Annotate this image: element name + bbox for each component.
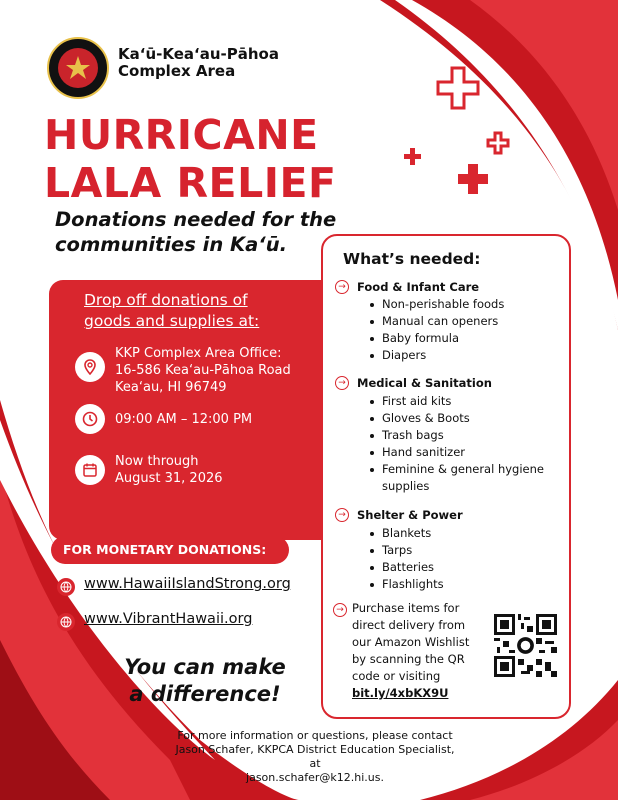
list-item: Gloves & Boots — [370, 410, 544, 427]
monetary-donations-label: FOR MONETARY DONATIONS: — [51, 536, 289, 564]
globe-icon — [57, 613, 75, 631]
list-item: Non-perishable foods — [370, 296, 504, 313]
dropoff-heading: Drop off donations of goods and supplies at: — [84, 291, 260, 330]
dropoff-hours: 09:00 AM – 12:00 PM — [115, 412, 253, 427]
footer-contact: For more information or questions, please contact Jason Schafer, KKPCA District Education Specialist, at jason.schafer@k12.hi.us. — [175, 729, 455, 784]
arrow-right-icon: → — [335, 280, 349, 294]
complex-area-seal-icon — [47, 37, 109, 99]
amazon-wishlist-link[interactable]: bit.ly/4xbKX9U — [352, 686, 449, 700]
list-item: First aid kits — [370, 393, 544, 410]
whats-needed-title: What’s needed: — [343, 250, 481, 268]
list-item: Hand sanitizer — [370, 444, 544, 461]
list-item: Batteries — [370, 559, 444, 576]
dropoff-dates: Now through August 31, 2026 — [115, 454, 223, 486]
page-title: HURRICANE LALA RELIEF — [44, 111, 337, 207]
vibrant-hawaii-link[interactable]: www.VibrantHawaii.org — [84, 611, 253, 627]
calendar-icon — [75, 455, 105, 485]
list-item: Blankets — [370, 525, 444, 542]
category-title: Food & Infant Care — [357, 280, 480, 294]
list-item-continuation: supplies — [382, 479, 430, 493]
list-item: Flashlights — [370, 576, 444, 593]
closing-message: You can make a difference! — [124, 655, 286, 706]
clock-icon — [75, 404, 105, 434]
arrow-right-icon: → — [335, 508, 349, 522]
list-item: Diapers — [370, 347, 504, 364]
purchase-instructions: Purchase items for direct delivery from our Amazon Wishlist by scanning the QR code or visiting bit.ly/4xbKX9U — [352, 601, 470, 700]
globe-icon — [57, 578, 75, 596]
location-pin-icon — [75, 352, 105, 382]
dropoff-address: KKP Complex Area Office: 16-586 Kea‘au-Pāhoa Road Kea‘au, HI 96749 — [115, 346, 291, 395]
category-title: Shelter & Power — [357, 508, 463, 522]
item-list — [370, 525, 444, 593]
hawaii-island-strong-link[interactable]: www.HawaiiIslandStrong.org — [84, 576, 291, 592]
organization-name: Ka‘ū-Kea‘au-Pāhoa Complex Area — [118, 45, 279, 80]
arrow-right-icon: → — [333, 603, 347, 617]
qr-code-icon[interactable] — [494, 614, 557, 677]
item-list — [370, 393, 544, 478]
list-item: Trash bags — [370, 427, 544, 444]
subtitle: Donations needed for the communities in Ka‘ū. — [55, 208, 337, 256]
category-title: Medical & Sanitation — [357, 376, 492, 390]
arrow-right-icon: → — [335, 376, 349, 390]
list-item: Feminine & general hygiene — [370, 461, 544, 478]
list-item: Tarps — [370, 542, 444, 559]
list-item: Manual can openers — [370, 313, 504, 330]
list-item: Baby formula — [370, 330, 504, 347]
item-list — [370, 296, 504, 364]
